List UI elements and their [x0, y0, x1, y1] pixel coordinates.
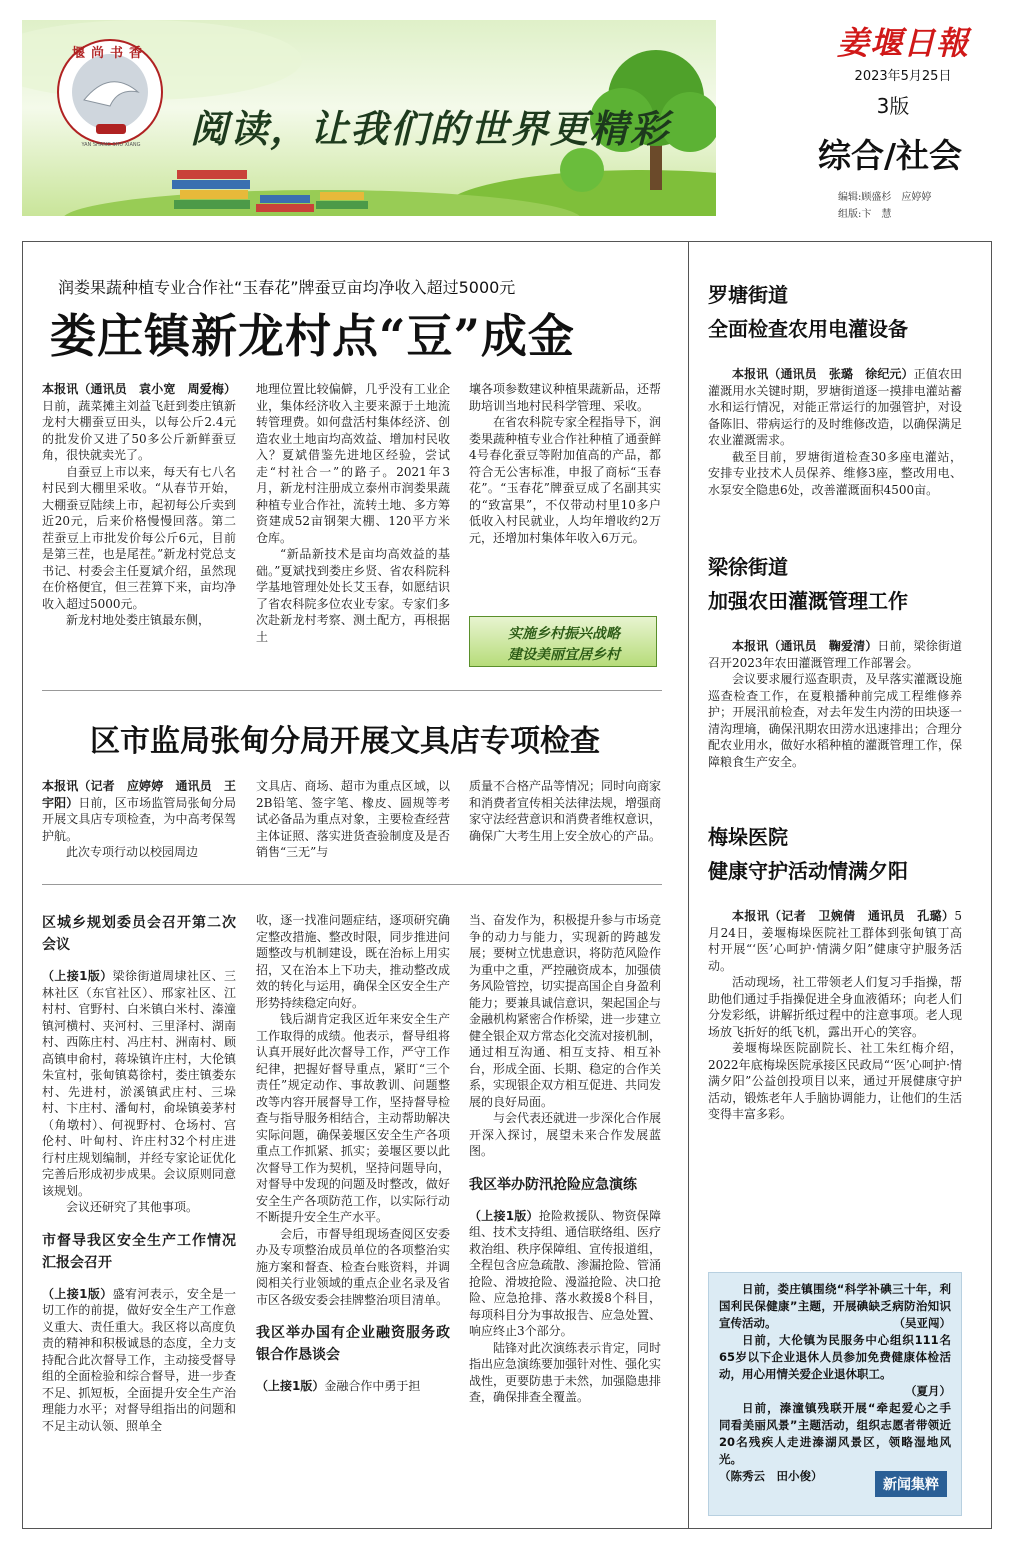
issue-date: 2023年5月25日 — [854, 69, 952, 84]
bottom-para: 钱后湖肯定我区近年来安全生产工作取得的成绩。他表示，督导组将认真开展好此次督导工作，严守工作纪律，把握好督导重点，紧盯“三个责任”规定动作、事故教训、问题整改等内容开展督导工作，坚持督导检查与指导服务相结合，主动帮助解决实际问题，确保姜堰区安全生产各项重点工作抓紧、抓实；姜堰区要以此次督导工作为契机，坚持问题导向，对督导中发现的问题及时整改，做好安全生产各项防范工作，以实际行动不断提升安全生产水平。 — [256, 1012, 450, 1224]
bottom-lead: （上接1版） — [256, 1379, 325, 1393]
article2-title: 区市监局张甸分局开展文具店专项检查 — [90, 724, 600, 759]
right-story1-body — [708, 366, 962, 498]
news-item: 日前，溱潼镇残联开展“牵起爱心之手 同看美丽风景”主题活动，组织志愿者带领近20名残疾人走进溱湖风景区，领略湿地风光。 — [719, 1401, 963, 1466]
article2-col1 — [42, 778, 236, 861]
right-lead: 本报讯（记者 卫婉倩 通讯员 孔璐） — [732, 909, 955, 923]
right-story3-body — [708, 908, 962, 1123]
article1-para: 地理位置比较偏僻，几乎没有工业企业，集体经济收入主要来源于土地流转管理费。如何盘活村集体经济、创造农业土地亩均高效益、增加村民收入？夏斌借鉴先进地区经验，尝试走“村社合一”的路子。2021年3月，新龙村注册成立泰州市润娄果蔬种植专业合作社，流转土地、多方筹资建成52亩钢架大棚、120平方米仓库。 — [256, 382, 450, 545]
article2-lead: 本报讯（记者 应婷婷 通讯员 王宇阳） — [42, 779, 236, 810]
right-para: 正值农田灌溉用水关键时期，罗塘街道逐一摸排电灌站蓄水和运行情况，对能正常运行的加强管护，对设备陈旧、带病运行的及时维修改造，以确保满足农业灌溉需求。 — [708, 367, 962, 447]
banner-slogan: 阅读，让我们的世界更精彩 — [190, 106, 671, 151]
article1-lead: 本报讯（通讯员 袁小宽 周爱梅） — [42, 382, 236, 396]
bottom-para: 盛宥河表示，安全是一切工作的前提，做好安全生产工作意义重大、责任重大。我区将以高度负责的精神和积极诚恳的态度，全力支持配合此次督导工作，主动接受督导组的全面检验和综合督导，进一步查不足、抓短板，全面提升安全生产治理能力水平；对督导组指出的问题和不足主动认领、照单全 — [42, 1286, 236, 1433]
bottom-para: 抢险救援队、物资保障组、技术支持组、通信联络组、医疗救治组、秩序保障组、宣传报道组，全程包含应急疏散、渗漏抢险、管涌抢险、滑坡抢险、漫溢抢险、决口抢险、应急抢排、落水救援8个科目，每项科目分为事故报告、应急处置、响应终止3个部分。 — [469, 1208, 662, 1338]
article1-title: 娄庄镇新龙村点“豆”成金 — [50, 309, 575, 363]
bottom-lead: （上接1版） — [42, 969, 113, 983]
section-divider — [42, 884, 662, 885]
bottom-col1 — [42, 912, 236, 1434]
article1-para: 日前，蔬菜摊主刘益飞赶到娄庄镇新龙村大棚蚕豆田头，以每公斤2.4元的批发价又进了50多公斤新鲜蚕豆角，很快就卖光了。 — [42, 398, 236, 462]
news-byline: （陈秀云 田小俊） — [719, 1469, 823, 1483]
right-para: 截至目前，罗塘街道检查30多座电灌站，安排专业技术人员保养、维修3座，整改用电、水泵安全隐患6处，改善灌溉面积4500亩。 — [708, 449, 962, 497]
right-para: 5月24日，姜堰梅垛医院社工群体到张甸镇丁高村开展“‘医’心呵护·情满夕阳”健康守护服务活动。 — [708, 909, 962, 973]
article1-para: 新龙村地处娄庄镇最东侧， — [66, 613, 211, 627]
article2-para: 此次专项行动以校园周边 — [66, 845, 199, 859]
bottom-lead: （上接1版） — [469, 1208, 539, 1223]
news-byline: （吴亚闯） — [893, 1316, 951, 1330]
article1-para: “新品新技术是亩均高效益的基础。”夏斌找到娄庄乡贤、省农科院科学基地管理处处长艾玉春，如愿结识了省农科院多位农业专家。专家们多次赴新龙村考察、测土配方，再根据土 — [256, 547, 450, 644]
bottom-col3 — [469, 912, 661, 1406]
bottom-para: 会后，市督导组现场查阅区安委办及专项整治成员单位的各项整治实施方案和督查、检查台账资料，并调阅相关行业领域的重点企业名录及省市区各级安委会挂牌整治项目清单。 — [256, 1226, 450, 1307]
right-story2-title-1: 梁徐街道 — [708, 555, 788, 579]
right-story1-title-2: 全面检查农用电灌设备 — [708, 317, 908, 341]
header-banner — [22, 20, 716, 216]
right-column — [708, 278, 970, 1123]
right-story3-title-2: 健康守护活动情满夕阳 — [708, 859, 908, 883]
article1-para: 壤各项参数建议种植果蔬新品，还帮助培训当地村民科学管理、采收。 — [469, 382, 662, 413]
editor-credit: 编辑:顾盛杉 应婷婷 — [838, 192, 932, 203]
article1-col3 — [469, 381, 661, 546]
right-story3-title-1: 梅垛医院 — [708, 825, 788, 849]
right-para: 活动现场，社工带领老人们复习手指操，帮助他们通过手指操促进全身血液循环；向老人们分发彩纸，讲解折纸过程中的注意事项。老人现场放飞折好的纸飞机，露出开心的笑容。 — [708, 975, 962, 1039]
page-number: 3版 — [876, 94, 910, 118]
badge-line-2: 建设美丽宜居乡村 — [508, 647, 620, 663]
article1-para: 自蚕豆上市以来，每天有七八名村民到大棚里采收。“从春节开始，大棚蚕豆陆续上市，起初每公斤卖到近20元，后来价格慢慢回落。第二茬蚕豆上市批发价每公斤6元，目前是第三茬，也是尾茬。”新龙村党总支书记、村委会主任夏斌介绍，虽然现在价格便宜，但三茬算下来，亩均净收入超过5000元。 — [42, 464, 236, 611]
article2-para: 文具店、商场、超市为重点区域，以2B铅笔、签字笔、橡皮、圆规等考试必备品为重点对象，主要检查经营主体证照、落实进货查验制度及是否销售“三无”与 — [256, 779, 450, 859]
article1-col2 — [256, 381, 450, 645]
article1-kicker: 润娄果蔬种植专业合作社“玉春花”牌蚕豆亩均净收入超过5000元 — [58, 278, 516, 297]
right-story1-title-1: 罗塘街道 — [708, 283, 788, 307]
bottom-para: 金融合作中勇于担 — [324, 1379, 421, 1393]
bottom-para: 当、奋发作为，积极提升参与市场竞争的动力与能力，实现新的跨越发展；要树立忧患意识，将防范风险作为重中之重，严控融资成本，加强债务风险管控，切实提高国企自身盈利能力；要兼具诚信意识，架起国企与金融机构紧密合作桥梁，进一步建立健全银企双方常态化交流对接机制，通过相互沟通、相互支持、相互补台，形成全面、长期、稳定的合作关系，实现银企双方相互促进、共同发展的良好局面。 — [469, 913, 662, 1109]
paper-name-logo: 姜堰日報 — [836, 24, 969, 62]
news-byline: （夏月） — [905, 1384, 951, 1398]
right-lead: 本报讯（通讯员 鞠爱清） — [732, 639, 878, 653]
right-lead: 本报讯（通讯员 张璐 徐纪元） — [732, 367, 914, 381]
article1-para: 在省农科院专家全程指导下，润娄果蔬种植专业合作社种植了通蚕鲜4号春化蚕豆等附加值高的产品，都符合无公害标准，申报了商标“玉春花”。“玉春花”牌蚕豆成了名副其实的“致富果”，不仅带动村里10多户低收入村民就业，人均年增收约2万元，还增加村集体年收入6万元。 — [469, 415, 662, 545]
bottom-lead: （上接1版） — [42, 1286, 113, 1301]
news-digest-label: 新闻集粹 — [875, 1471, 947, 1497]
column-divider — [688, 241, 689, 1529]
logo-subtitle: YAN SHANG SHU XIANG — [81, 142, 141, 148]
bottom-para: 收，逐一找准问题症结，逐项研究确定整改措施、整改时限，同步推进问题整改与机制建设，既在治标上用实招，又在治本上下功夫，推动整改成效的转化与运用，确保全区安全生产形势持续稳定向好。 — [256, 913, 450, 1010]
article2-para: 质量不合格产品等情况；同时向商家和消费者宣传相关法律法规，增强商家守法经营意识和消费者维权意识，确保广大考生用上安全放心的产品。 — [469, 779, 662, 843]
logo-text: 堰尚书香 — [71, 46, 148, 61]
bottom-headline-3: 我区举办国有企业融资服务政银合作恳谈会 — [256, 1325, 450, 1363]
right-story2-title-2: 加强农田灌溉管理工作 — [708, 589, 908, 613]
news-item: 日前，娄庄镇围绕“科学补碘三十年，利国利民保健康”主题，开展碘缺乏病防治知识宣传活动。 — [719, 1282, 951, 1330]
bottom-para: 与会代表还就进一步深化合作展开深入探讨，展望未来合作发展蓝图。 — [469, 1111, 662, 1158]
rural-revival-badge — [469, 616, 657, 667]
news-item: 日前，大伦镇为民服务中心组织111名65岁以下企业退休人员参加免费健康体检活动，用心用情关爱企业退休职工。 — [719, 1333, 951, 1381]
right-para: 日前，梁徐街道召开2023年农田灌溉管理工作部署会。 — [708, 639, 962, 670]
bottom-para: 梁徐街道周埭社区、三林社区（东官社区）、邢家社区、江村村、官野村、白米镇白米村、溱潼镇河横村、夹河村、三里泽村、湖南村、西陈庄村、冯庄村、洲南村、顾高镇申俞村，蒋垛镇许庄村，大伦镇朱宣村，张甸镇葛徐村，娄庄镇娄东村、先进村，淤溪镇武庄村、三垛村、卞庄村、潘甸村，俞垛镇姜茅村（角墩村）、何视野村、仓场村、宫伦村、叶甸村、许庄村32个村庄进行村庄规划编制，并经专家论证优化完善后形成初步成果。会议原则同意该规划。 — [42, 969, 236, 1198]
article2-para: 日前，区市场监管局张甸分局开展文具店专项检查，为中高考保驾护航。 — [42, 795, 236, 843]
right-para: 姜堰梅垛医院副院长、社工朱红梅介绍，2022年底梅垛医院承接区民政局“‘医’心呵护·情满夕阳”公益创投项目以来，通过开展健康守护活动，锻炼老年人手脑协调能力，让他们的生活变得丰富多彩。 — [708, 1041, 962, 1121]
section-divider — [42, 690, 662, 691]
right-para: 会议要求履行巡查职责，及早落实灌溉设施巡查检查工作，在夏粮播种前完成工程维修养护；开展汛前检查，对去年发生内涝的田块逐一清沟理墒，确保汛期农田涝水迅速排出；合理分配农业用水，做好水稻种植的灌溉管理工作，保障粮食生产安全。 — [708, 672, 962, 769]
bottom-col2 — [256, 912, 450, 1395]
news-digest-box — [708, 1272, 962, 1516]
right-story2-body — [708, 638, 962, 770]
bottom-para: 会议还研究了其他事项。 — [66, 1200, 199, 1214]
article1-col1 — [42, 381, 236, 629]
badge-line-1: 实施乡村振兴战略 — [508, 626, 620, 642]
bottom-headline-4: 我区举办防汛抢险应急演练 — [469, 1176, 637, 1193]
bottom-headline-2: 市督导我区安全生产工作情况汇报会召开 — [42, 1232, 236, 1271]
bottom-para: 陆锋对此次演练表示肯定，同时指出应急演练要加强针对性、强化实战性，更要防患于未然，加强隐患排查，确保排查全覆盖。 — [469, 1340, 662, 1404]
article2-col3 — [469, 778, 661, 844]
bottom-headline-1: 区城乡规划委员会召开第二次会议 — [42, 915, 236, 953]
article2-col2 — [256, 778, 450, 861]
layout-credit: 组版:卞 慧 — [838, 209, 892, 220]
section-title: 综合/社会 — [817, 136, 963, 175]
